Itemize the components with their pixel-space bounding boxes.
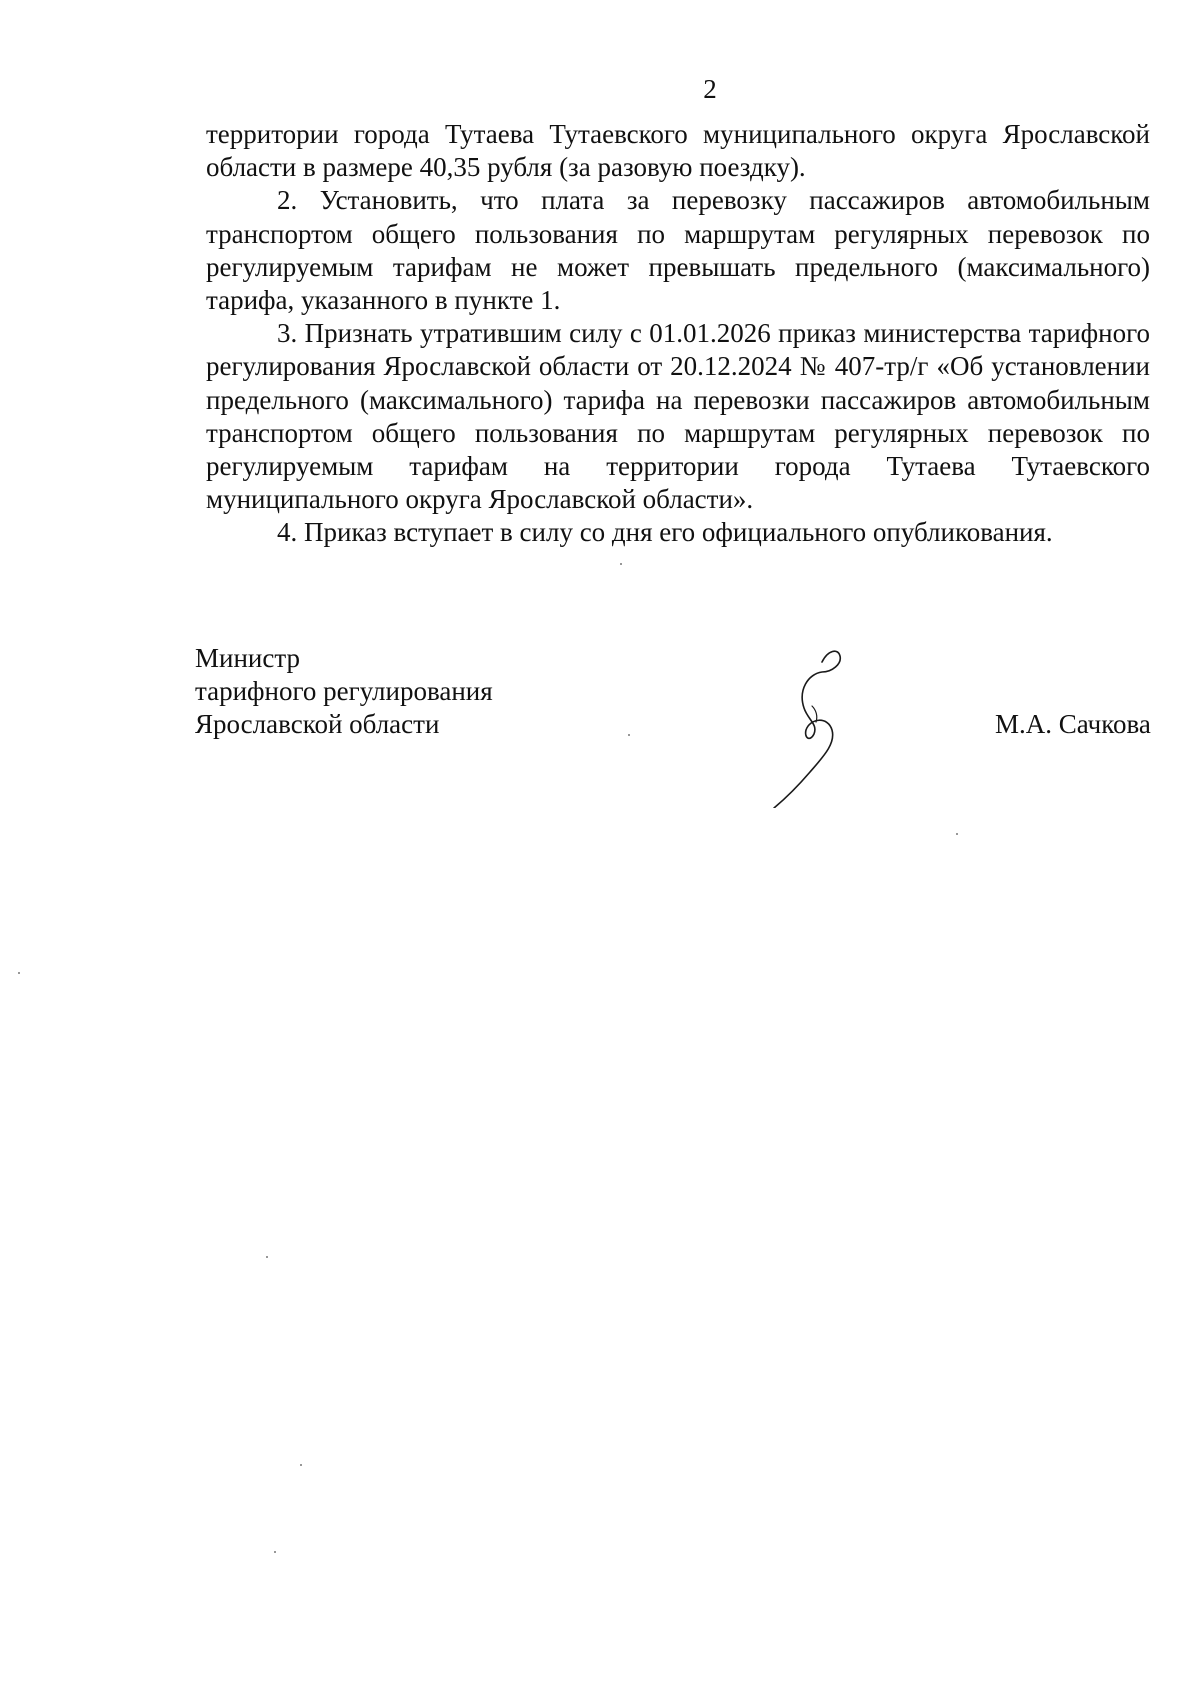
signatory-title-line-3: Ярославской области (195, 709, 440, 739)
signatory-title-line-1: Министр (195, 643, 300, 673)
scan-speck (300, 1464, 302, 1466)
scan-speck (620, 563, 622, 565)
paragraph-item-4: 4. Приказ вступает в силу со дня его официального опубликования. (277, 517, 1053, 548)
paragraph-continuation: территории города Тутаева Тутаевского муниципального округа Ярославской области в размере 40,35 рубля (за разовую поездку). (206, 119, 1150, 183)
scan-speck (956, 833, 958, 835)
signatory-title (195, 642, 493, 741)
document-body (206, 118, 1150, 550)
scan-speck (18, 972, 20, 974)
signatory-title-line-2: тарифного регулирования (195, 676, 493, 706)
handwritten-signature (752, 638, 872, 808)
scan-speck (274, 1551, 276, 1553)
signatory-name: М.А. Сачкова (995, 709, 1151, 739)
paragraph-item-2: 2. Установить, что плата за перевозку пассажиров автомобильным транспортом общего пользования по маршрутам регулярных перевозок по регулируемым тарифам не может превышать предельного (максимального) тарифа, указанного в пункте 1. (206, 185, 1150, 316)
scan-speck (628, 734, 630, 736)
scan-speck (266, 1256, 268, 1258)
paragraph-item-3: 3. Признать утратившим силу с 01.01.2026 приказ министерства тарифного регулирования Ярославской области от 20.12.2024 № 407-тр/г «Об установлении предельного (максимального) тарифа на перевозки пассажиров автомобильным транспортом общего пользования по маршрутам регулярных перевозок по регулируемым тарифам на территории города Тутаева Тутаевского муниципального округа Ярославской области». (206, 318, 1150, 515)
page-number: 2 (703, 74, 717, 104)
